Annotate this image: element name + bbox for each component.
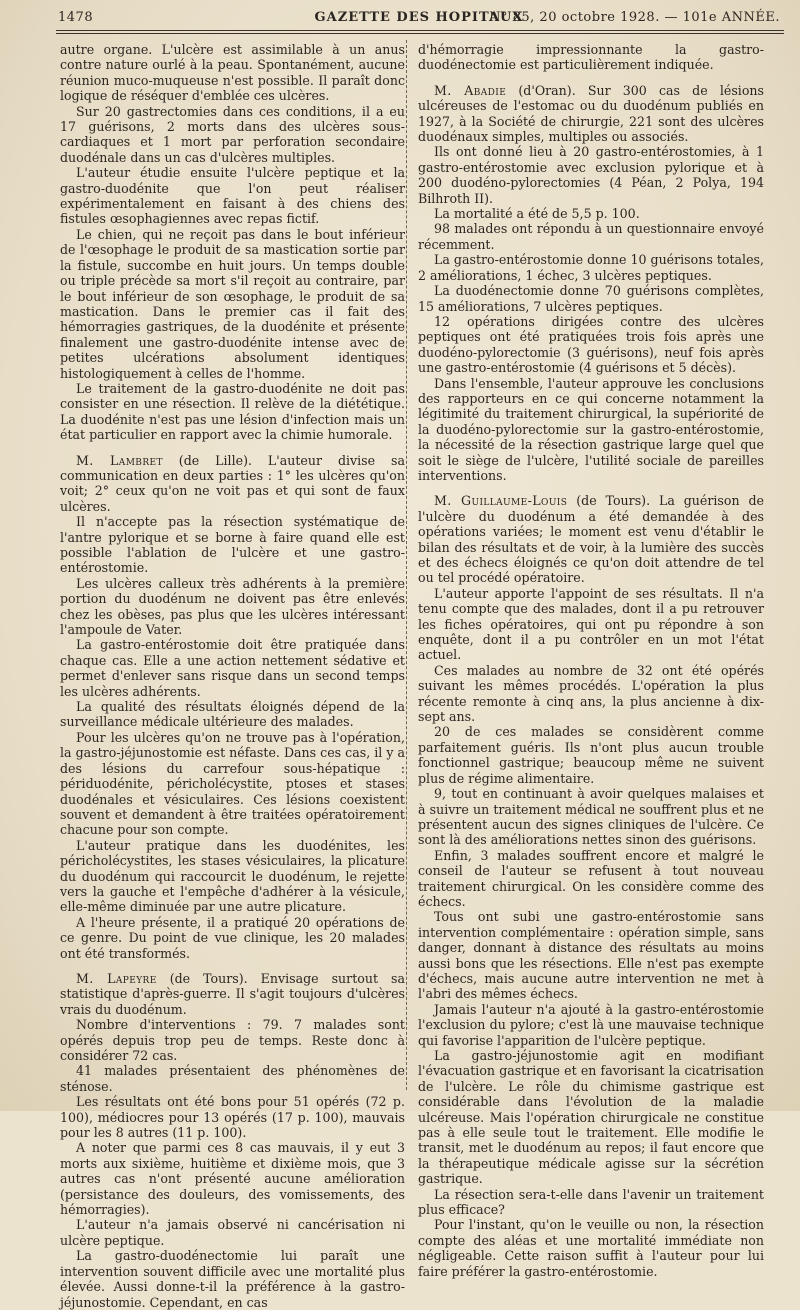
paragraph-text: Ces malades au nombre de 32 ont été opérés suivant les mêmes procédés. L'opération la plus récente remonte à cinq ans, la plus ancienne à dix-sept ans. bbox=[418, 662, 764, 725]
speaker-name: M. Lambret bbox=[76, 452, 163, 468]
paragraph bbox=[418, 376, 764, 484]
paragraph bbox=[60, 1217, 405, 1248]
paragraph-text: Dans l'ensemble, l'auteur approuve les conclusions des rapporteurs en ce qui concerne notamment la légitimité du traitement chirurgical, la supériorité de la duodéno-pylorectomie sur la gastro-entérostomie, la nécessité de la résection gastrique large quel que soit le siège de l'ulcère, l'utilité sociale de pareilles interventions. bbox=[418, 375, 764, 483]
paragraph bbox=[418, 314, 764, 376]
paragraph bbox=[418, 848, 764, 910]
paragraph-text: Les résultats ont été bons pour 51 opérés (72 p. 100), médiocres pour 13 opérés (17 p. 100), mauvais pour les 8 autres (11 p. 100). bbox=[60, 1094, 405, 1141]
paragraph-text: (d'Oran). Sur 300 cas de lésions ulcéreuses de l'estomac ou du duodénum publiés en 1927, à la Société de chirurgie, 221 sont des ulcères duodénaux simples, multiples ou associés. bbox=[418, 82, 764, 145]
paragraph bbox=[60, 165, 405, 227]
paragraph bbox=[60, 514, 405, 576]
paragraph-text: L'auteur apporte l'appoint de ses résultats. Il n'a tenu compte que des malades, dont il a pu retrouver les fiches opératoires, qui ont pu répondre à son enquête, dont il a pu contrôler en un mot l'état actuel. bbox=[418, 585, 764, 663]
paragraph bbox=[418, 909, 764, 1001]
paragraph-text: 12 opérations dirigées contre des ulcères peptiques ont été pratiquées trois fois après une duodéno-pylorectomie (3 guérisons), neuf fois après une gastro-entérostomie (4 guérisons et 5 décès). bbox=[418, 313, 764, 376]
paragraph-text: autre organe. L'ulcère est assimilable à un anus contre nature ourlé à la peau. Spontanément, aucune réunion muco-muqueuse n'est possible. Il paraît donc logique de réséquer d'emblée ces ulcères. bbox=[60, 42, 405, 104]
paragraph bbox=[418, 1048, 764, 1187]
paragraph-text: d'hémorragie impressionnante la gastro-duodénectomie est particulièrement indiquée. bbox=[418, 42, 764, 73]
paragraph-text: Sur 20 gastrectomies dans ces conditions, il a eu 17 guérisons, 2 morts dans des ulcères sous-cardiaques et 1 mort par perforation secondaire duodénale dans un cas d'ulcères multiples. bbox=[60, 103, 405, 165]
paragraph bbox=[60, 730, 405, 838]
paragraph bbox=[60, 915, 405, 961]
paragraph bbox=[60, 42, 405, 104]
paragraph-text: La gastro-jéjunostomie agit en modifiant l'évacuation gastrique et en favorisant la cicatrisation de l'ulcère. Le rôle du chimisme gastrique est considérable dans l'évolution de la maladie ulcéreuse. Mais l'opération chirurgicale ne constitue pas à elle seule tout le traitement. Elle modifie le transit, met le duodénum au repos; il faut encore que la thérapeutique médicale agisse sur la sécrétion gastrique. bbox=[418, 1048, 764, 1187]
paragraph-text: (de Lille). L'auteur divise sa communication en deux parties : 1° les ulcères qu'on voit; 2° ceux qu'on ne voit pas et qui sont de faux ulcères. bbox=[60, 452, 405, 514]
paragraph-text: La gastro-duodénectomie lui paraît une intervention souvent difficile avec une mortalité plus élevée. Aussi donne-t-il la préférence à la gastro-jéjunostomie. Cependant, en cas bbox=[60, 1248, 405, 1310]
paragraph bbox=[418, 1187, 764, 1218]
paragraph bbox=[418, 206, 764, 221]
paragraph-text: La résection sera-t-elle dans l'avenir un traitement plus efficace? bbox=[418, 1186, 764, 1218]
paragraph-text: Pour l'instant, qu'on le veuille ou non, la résection compte des aléas et une mortalité immédiate non négligeable. Cette raison suffit à l'auteur pour lui faire préférer la gastro-entérostomie. bbox=[418, 1217, 764, 1279]
paragraph bbox=[418, 42, 764, 73]
paragraph bbox=[418, 1002, 764, 1048]
paragraph bbox=[418, 586, 764, 663]
paragraph bbox=[418, 252, 764, 283]
paragraph-text: A l'heure présente, il a pratiqué 20 opérations de ce genre. Du point de vue clinique, les 20 malades ont été transformés. bbox=[60, 914, 405, 961]
paragraph bbox=[60, 1017, 405, 1063]
paragraph bbox=[60, 971, 405, 1017]
paragraph-text: A noter que parmi ces 8 cas mauvais, il y eut 3 morts aux sixième, huitième et dixième mois, que 3 autres cas n'ont présenté aucune amélioration (persistance des douleurs, des vomissements, des hémorragies). bbox=[60, 1140, 405, 1218]
paragraph-text: La qualité des résultats éloignés dépend de la surveillance médicale ultérieure des malades. bbox=[60, 699, 405, 730]
paragraph-text: Pour les ulcères qu'on ne trouve pas à l'opération, la gastro-jéjunostomie est néfaste. Dans ces cas, il y a des lésions du carrefour sous-hépatique : périduodénite, péricholécystite, ptoses et stases duodénales et vésiculaires. Ces lésions coexistent souvent et demandent à être traitées opératoirement chacune pour son compte. bbox=[60, 729, 405, 838]
paragraph bbox=[60, 699, 405, 730]
paragraph bbox=[60, 1094, 405, 1140]
paragraph-text: La duodénectomie donne 70 guérisons complètes, 15 améliorations, 7 ulcères peptiques. bbox=[418, 283, 764, 314]
paragraph-text: La mortalité a été de 5,5 p. 100. bbox=[434, 206, 640, 222]
paragraph-text: 41 malades présentaient des phénomènes de sténose. bbox=[60, 1063, 405, 1094]
paragraph bbox=[60, 637, 405, 699]
paragraph-text: 98 malades ont répondu à un questionnaire envoyé récemment. bbox=[418, 221, 764, 252]
paragraph bbox=[60, 453, 405, 515]
paragraph-text: Jamais l'auteur n'a ajouté à la gastro-entérostomie l'exclusion du pylore; c'est là une mauvaise technique qui favorise l'apparition de l'ulcère peptique. bbox=[418, 1001, 764, 1048]
speaker-name: M. Abadie bbox=[434, 82, 507, 98]
paragraph-text: L'auteur n'a jamais observé ni cancérisation ni ulcère peptique. bbox=[60, 1217, 405, 1248]
paragraph bbox=[418, 221, 764, 252]
paragraph bbox=[60, 1063, 405, 1094]
paragraph bbox=[60, 1140, 405, 1217]
issue-line: N° 85, 20 octobre 1928. — 101e ANNÉE. bbox=[489, 10, 780, 25]
paragraph-text: Nombre d'interventions : 79. 7 malades sont opérés depuis trop peu de temps. Reste donc à considérer 72 cas. bbox=[60, 1017, 405, 1063]
paragraph bbox=[418, 144, 764, 206]
paragraph-text: L'auteur étudie ensuite l'ulcère peptique et la gastro-duodénite que l'on peut réaliser expérimentalement en faisant à des chiens des fistules œsophagiennes avec repas fictif. bbox=[60, 165, 405, 227]
journal-title: GAZETTE DES HOPITAUX bbox=[314, 10, 524, 25]
paragraph bbox=[418, 283, 764, 314]
speaker-name: M. Lapeyre bbox=[76, 970, 157, 986]
speaker-name: M. Guillaume-Louis bbox=[434, 493, 568, 509]
left-column bbox=[60, 42, 405, 1310]
paragraph bbox=[418, 83, 764, 145]
paragraph bbox=[418, 663, 764, 725]
paragraph-text: 20 de ces malades se considèrent comme parfaitement guéris. Ils n'ont plus aucun trouble fonctionnel gastrique; beaucoup même ne suivent plus de régime alimentaire. bbox=[418, 724, 764, 786]
right-column bbox=[418, 42, 764, 1279]
paragraph bbox=[60, 1248, 405, 1310]
paragraph-text: (de Tours). La guérison de l'ulcère du duodénum a été demandée à des opérations variées; le moment est venu d'établir le bilan des résultats et de voir, à la lumière des succès et des échecs éloignés ce qu'on doit attendre de tel ou tel procédé opératoire. bbox=[418, 493, 764, 586]
paragraph-text: La gastro-entérostomie donne 10 guérisons totales, 2 améliorations, 1 échec, 3 ulcères peptiques. bbox=[418, 252, 764, 283]
paragraph-text: Tous ont subi une gastro-entérostomie sans intervention complémentaire : opération simple, sans danger, donnant à distance des résultats au moins aussi bons que les résections. Elle n'est pas exempte d'échecs, mais aucune autre intervention ne met à l'abri des mêmes échecs. bbox=[418, 909, 764, 1002]
paragraph bbox=[418, 493, 764, 585]
paragraph-text: Le chien, qui ne reçoit pas dans le bout inférieur de l'œsophage le produit de sa mastication sortie par la fistule, succombe en huit jours. Un temps double ou triple précède sa mort s'il reçoit au contraire, par le bout inférieur de son œsophage, le produit de sa mastication. Dans le premier cas il fait des hémorragies gastriques, de la duodénite et présente finalement une gastro-duodénite intense avec de petites ulcérations absolument identiques histologiquement à celles de l'homme. bbox=[60, 226, 405, 381]
paragraph-text: L'auteur pratique dans les duodénites, les péricholécystites, les stases vésiculaires, la plicature du duodénum qui raccourcit le duodénum, le rejette vers la gauche et l'empêche d'adhérer à la vésicule, elle-même diminuée par une autre plicature. bbox=[60, 837, 405, 915]
header-rule bbox=[56, 30, 784, 31]
page-number: 1478 bbox=[58, 10, 94, 25]
paragraph-text: Il n'accepte pas la résection systématique de l'antre pylorique et se borne à faire quand elle est possible l'ablation de l'ulcère et une gastro-entérostomie. bbox=[60, 514, 405, 576]
paragraph bbox=[418, 724, 764, 786]
paragraph bbox=[60, 838, 405, 915]
paragraph bbox=[60, 227, 405, 381]
header-rule-double bbox=[56, 33, 784, 34]
running-head bbox=[58, 8, 780, 32]
paragraph-text: Le traitement de la gastro-duodénite ne doit pas consister en une résection. Il relève de la diététique. La duodénite n'est pas une lésion d'infection mais un état particulier en rapport avec la chimie humorale. bbox=[60, 380, 405, 443]
column-divider bbox=[406, 40, 407, 1090]
paragraph bbox=[60, 381, 405, 443]
paragraph bbox=[418, 1217, 764, 1279]
paragraph-text: Enfin, 3 malades souffrent encore et malgré le conseil de l'auteur se refusent à tout nouveau traitement chirurgical. On les considère comme des échecs. bbox=[418, 847, 764, 909]
paragraph bbox=[60, 576, 405, 638]
paragraph-text: (de Tours). Envisage surtout sa statistique d'après-guerre. Il s'agit toujours d'ulcères vrais du duodénum. bbox=[60, 970, 405, 1017]
paragraph-text: Les ulcères calleux très adhérents à la première portion du duodénum ne doivent pas être enlevés chez les obèses, pas plus que les ulcères intéressant l'ampoule de Vater. bbox=[60, 575, 405, 638]
paragraph-text: La gastro-entérostomie doit être pratiquée dans chaque cas. Elle a une action nettement sédative et permet d'enlever sans risque dans un second temps les ulcères adhérents. bbox=[60, 637, 405, 699]
paragraph bbox=[418, 786, 764, 848]
paragraph-text: 9, tout en continuant à avoir quelques malaises et à suivre un traitement médical ne souffrent plus et ne présentent aucun des signes cliniques de l'ulcère. Ce sont là des améliorations nettes sinon des guérisons. bbox=[418, 786, 764, 848]
paragraph-text: Ils ont donné lieu à 20 gastro-entérostomies, à 1 gastro-entérostomie avec exclusion pylorique et à 200 duodéno-pylorectomies (4 Péan, 2 Polya, 194 Bilhroth II). bbox=[418, 144, 764, 206]
paragraph bbox=[60, 104, 405, 166]
